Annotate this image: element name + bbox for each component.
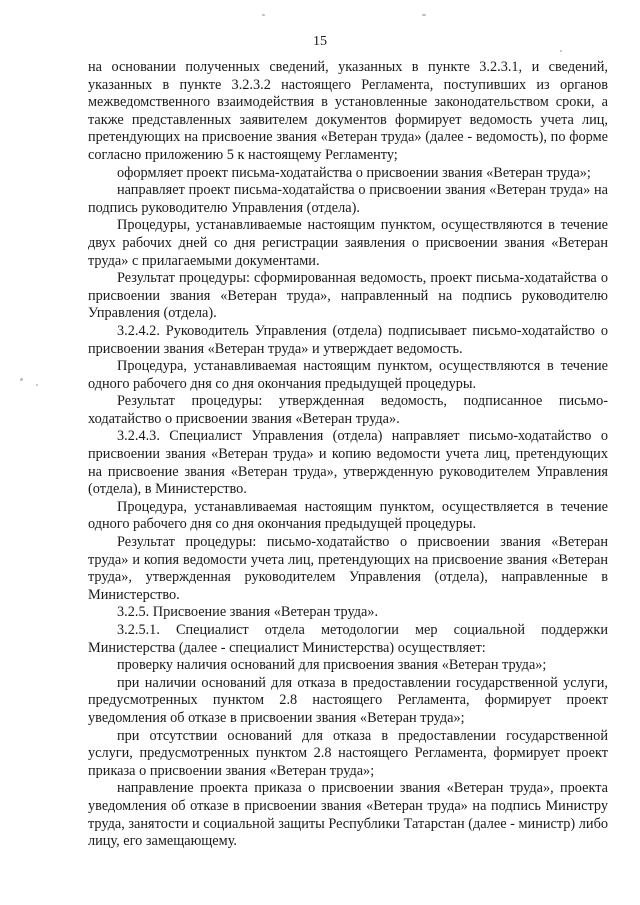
- paragraph: 3.2.5. Присвоение звания «Ветеран труда».: [117, 604, 379, 621]
- scan-speck: [422, 14, 426, 16]
- paragraph: проверку наличия оснований для присвоения звания «Ветеран труда»;: [117, 657, 547, 674]
- paragraph: Процедуры, устанавливаемые настоящим пунктом, осуществляются в течение двух рабочих дней со дня регистрации заявления о присвоении звания «Ветеран труда» с прилагаемыми документами.: [88, 217, 608, 269]
- paragraph: при отсутствии оснований для отказа в предоставлении государственной услуги, предусмотренных пунктом 2.8 настоящего Регламента, формирует проект приказа о присвоении звания «Ветеран труда»;: [88, 727, 608, 779]
- paragraph: направление проекта приказа о присвоении звания «Ветеран труда», проекта уведомления об отказе в присвоении звания «Ветеран труда» на подпись Министру труда, занятости и социальной защиты Республики Татарстан (далее - министр) либо лицу, его замещающему.: [88, 780, 608, 850]
- scan-speck: [36, 384, 38, 386]
- page-number: 15: [313, 34, 327, 49]
- paragraph: оформляет проект письма-ходатайства о присвоении звания «Ветеран труда»;: [117, 164, 591, 181]
- paragraph: 3.2.4.2. Руководитель Управления (отдела) подписывает письмо-ходатайство о присвоении звания «Ветеран труда» и утверждает ведомость.: [88, 322, 608, 357]
- paragraph: направляет проект письма-ходатайства о присвоении звания «Ветеран труда» на подпись руководителю Управления (отдела).: [88, 182, 608, 216]
- paragraph: 3.2.5.1. Специалист отдела методологии мер социальной поддержки Министерства (далее - специалист Министерства) осуществляет:: [88, 622, 608, 656]
- document-body: [88, 59, 608, 851]
- paragraph: при наличии оснований для отказа в предоставлении государственной услуги, предусмотренных пунктом 2.8 настоящего Регламента, формирует проект уведомления об отказе в присвоении звания «Ветеран труда»;: [88, 674, 608, 726]
- paragraph: на основании полученных сведений, указанных в пункте 3.2.3.1, и сведений, указанных в пункте 3.2.3.2 настоящего Регламента, поступивших из органов межведомственного взаимодействия в установленные законодательством сроки, а также представленных заявителем документов формирует ведомость учета лиц, претендующих на присвоение звания «Ветеран труда» (далее - ведомость), по форме согласно приложению 5 к настоящему Регламенту;: [88, 59, 608, 163]
- paragraph: 3.2.4.3. Специалист Управления (отдела) направляет письмо-ходатайство о присвоении звания «Ветеран труда» и копию ведомости учета лиц, претендующих на присвоение звания «Ветеран труда», утвержденную руководителем Управления (отдела), в Министерство.: [88, 428, 608, 498]
- scan-speck: [262, 14, 265, 16]
- paragraph: Процедура, устанавливаемая настоящим пунктом, осуществляются в течение одного рабочего дня со дня окончания предыдущей процедуры.: [88, 358, 608, 392]
- paragraph: Результат процедуры: сформированная ведомость, проект письма-ходатайства о присвоении звания «Ветеран труда», направленный на подпись руководителю Управления (отдела).: [88, 270, 608, 322]
- paragraph: Результат процедуры: письмо-ходатайство о присвоении звания «Ветеран труда» и копия ведомости учета лиц, претендующих на присвоение звания «Ветеран труда», утвержденная руководителем Управления (отдела), направленные в Министерство.: [88, 534, 608, 603]
- scan-speck: [20, 378, 23, 381]
- paragraph: Результат процедуры: утвержденная ведомость, подписанное письмо-ходатайство о присвоении звания «Ветеран труда».: [88, 393, 608, 427]
- paragraph: Процедура, устанавливаемая настоящим пунктом, осуществляется в течение одного рабочего дня со дня окончания предыдущей процедуры.: [88, 498, 608, 533]
- scan-speck: [560, 50, 562, 52]
